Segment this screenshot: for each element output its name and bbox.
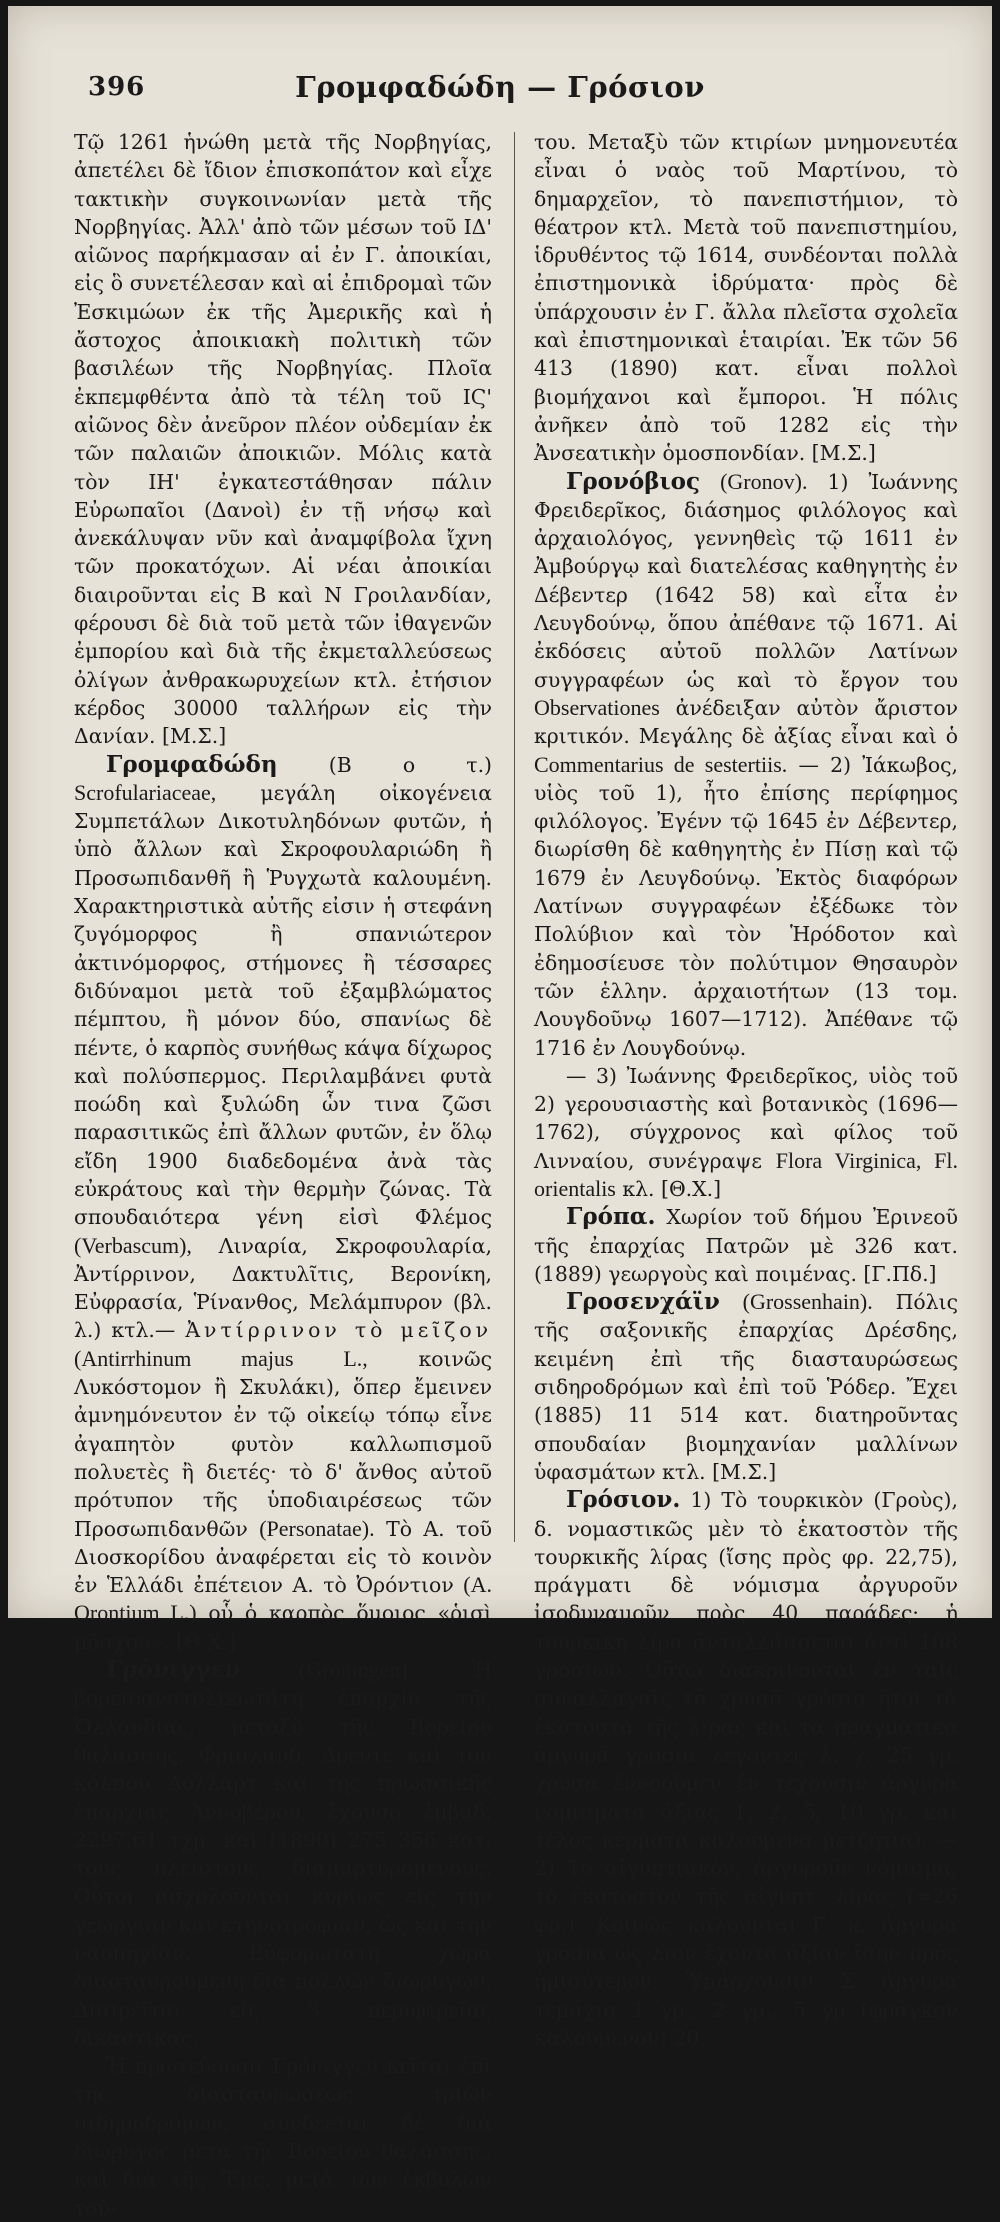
entry-gropa — [534, 1203, 958, 1288]
entry-term: Γρονόβιος — [566, 467, 701, 495]
latin-name: Scrofulariaceae, — [74, 779, 217, 805]
latin-name: (Groningen). — [298, 1657, 414, 1683]
entry-groningen-city: Ἡ πρωτεύουσα Γρόνιγγεν κεῖται ἐπὶ τῆς διασταυρώσεως τριῶν σιδηροδρόμων, συνδέεται δὲ διὰ διωρυγος μετὰ τῆς Βορείου θαλάσσης, καὶ διὰ τῆς Ἔμς, μετὰ τῶν ἐκβολῶν τοῦ- — [74, 2054, 492, 2220]
continued-paragraph: του. Μεταξὺ τῶν κτιρίων μνημονευτέα εἶναι ὁ ναὸς τοῦ Μαρτίνου, τὸ δημαρχεῖον, τὸ πανεπιστήμιον, τὸ θέατρον κτλ. Μετὰ τοῦ πανεπιστημίου, ἱδρυθέντος τῷ 1614, συνδέονται πολλὰ ἐπιστημονικὰ ἱδρύματα· πρὸς δὲ ὑπάρχουσιν ἐν Γ. ἄλλα πλεῖστα σχολεῖα καὶ ἐπιστημονικαὶ ἑταιρίαι. Ἐκ τῶν 56 413 (1890) κατ. εἶναι πολλοὶ βιομήχανοι καὶ ἔμποροι. Ἡ πόλις ἀνῆκεν ἀπὸ τοῦ 1282 εἰς τὴν Ἀνσεατικὴν ὁμοσπονδίαν. [Μ.Σ.] — [534, 130, 958, 466]
entry-text: 1) Τὸ τουρκικὸν (Γροὺς), δ. νομαστικῶς μὲν τὸ ἑκατοστὸν τῆς τουρκικῆς λίρας (ἴσης πρὸς φρ. 22,75), πράγματι δὲ νόμισμα ἀργυροῦν ἰσοδυναμοῦν πρὸς 40 παράδες· ἡ τουρκικὴ λίρα ἀνταλλάσσεται ἀντὶ 108 γροσίων. Οὕτω διακρίνονται ἐν ταῖς συναλλαγαῖς τὰ χρυσᾶ γρόσια ἤτοι τὰ ἑκατοστὰ τῆς λίρας καὶ τὰ πραγματικὰ ἀργυρᾶ γρόσια λέγοντες λ. χ. 25 γρ. χρυσᾶ ἐννοοῦμεν ἐν τέχουσιν ἀργυρᾶ νομίσματα ἀξίας 1, 2, 5, 10 γρ. καὶ τέλος κέρματα καλούμενα μετζήτια). — 2) Τὸ αἰγυπτιακὸν, ἀργυροῦν νόμισμα, τὸ ἑκατοστὸν τῆς αἰγυπτ. λίρας (=26 φρ.). Κοινῶς καλοῦνται Γ. κ. ἀργυρᾶ γρόσια ὡς λιον ἔχοντα ἀξίαν ἴσην πρὸς ἡμισύτερον. Ὑπάρχουσιν Σ ἀργυρᾶ τεμάχια 1 γρ., 2 γρ., 5 γρ (φράγκον καλούμενον) 20. — [534, 1488, 958, 2050]
latin-name: (Verbascum), — [74, 1232, 192, 1258]
entry-text: Χωρίον τοῦ δήμου Ἐρινεοῦ τῆς ἐπαρχίας Πατρῶν μὲ 326 κατ. (1889) γεωργοὺς καὶ ποιμένας. [Γ.Πδ.] — [534, 1205, 958, 1286]
entry-text: — 2) Ἰάκωβος, υἱὸς τοῦ 1), ἦτο ἐπίσης περίφημος φιλόλογος. Ἐγένν τῷ 1645 ἐν Δέβεντερ, διωρίσθη δὲ καθηγητὴς ἐν Πίσῃ καὶ τῷ 1679 ἐν Λευγδούνῳ. Ἐκτὸς διαφόρων Λατίνων συγγραφέων ἐξέδωκε τὸν Πολύβιον καὶ τὸν Ἡρόδοτον καὶ ἐδημοσίευσε τὸν πολύτιμον Θησαυρὸν τῶν ἑλλην. ἀρχαιοτήτων (13 τομ. Λουγδοῦνῳ 1607—1712). Ἀπέθανε τῷ 1716 ἐν Λουγδούνῳ. — [534, 752, 959, 1060]
entry-gromfadodi — [74, 751, 492, 1657]
latin-name: (Personatae). — [259, 1515, 375, 1541]
running-head: Γρομφαδώδη — Γρόσιον — [295, 70, 705, 104]
entry-abbreviation: (Β ο τ.) — [328, 752, 493, 777]
entry-grosion — [534, 1486, 958, 2052]
latin-name: (Gronov). — [720, 468, 808, 494]
entry-term: Γρόπα. — [566, 1203, 656, 1231]
book-page — [8, 6, 992, 2220]
left-column — [74, 128, 492, 2222]
entry-term: Γρομφαδώδη — [106, 750, 278, 778]
latin-name: (Antirrhinum majus L., — [74, 1345, 368, 1371]
entry-text: οὗ ὁ καρπὸς ὅμοιος «ῥισὶ μόσχου». [Θ.Χ.] — [74, 1601, 492, 1654]
entry-groningen — [74, 1656, 492, 2052]
entry-text: — 3) Ἰωάννης Φρειδερῖκος, υἱὸς τοῦ 2) γερουσιαστὴς καὶ βοτανικὸς (1696—1762), σύγχρονος καὶ φίλος τοῦ Λινναίου, συνέγραψε — [534, 1063, 958, 1173]
entry-gronovios — [534, 468, 958, 1062]
entry-text: Ἡ βορειοανατολικωτάτη ἐπαρχία τῆς Ὁλλανδίας, μεταξὺ τῆς Βορείου θαλάσσης, Φρισλανδ, Δρέντε καὶ τοῦ κόλπου Δόλλαρτ καὶ τῆς πρωσσικῆς ἐπαρχίας Ἀννοβέρου, ἔχουσα ἐμβαδ. 2297,61 τχμ. καὶ (1890) 275 356 κατ. τοὺς πλείστους διαμαρτυρομένους. Οὗτοι ἀσχολοῦνται κυρίως εἰς τὴν γεωργίαν καὶ κτηνοτροφίαν, ὡς καὶ τὴν ναυπηγίαν. Εὐφορωτάτη χώρα διασταυρουμένη διὰ πολλῶν διωρύγων. Διαιρεῖται εἰς 3 περιφερείας δικαστικάς. — [74, 1658, 493, 2050]
entry-text: Πόλις τῆς σαξονικῆς ἐπαρχίας Δρέσδης, κειμένη ἐπὶ τῆς διασταυρώσεως σιδηροδρόμων καὶ ἐπὶ τοῦ Ῥόδερ. Ἔχει (1885) 11 514 κατ. διατηροῦντας σπουδαίαν βιομηχανίαν μαλλίνων ὑφασμάτων κτλ. [Μ.Σ.] — [534, 1290, 959, 1484]
entry-grossenhain — [534, 1288, 958, 1486]
continued-paragraph: Τῷ 1261 ἡνώθη μετὰ τῆς Νορβηγίας, ἀπετέλει δὲ ἴδιον ἐπισκοπάτον καὶ εἶχε τακτικὴν συγκοινωνίαν μετὰ τῆς Νορβηγίας. Ἀλλ' ἀπὸ τῶν μέσων τοῦ ΙΔ' αἰῶνος παρήκμασαν αἱ ἐν Γ. ἀποικίαι, εἰς ὃ συνετέλεσαν καὶ αἱ ἐπιδρομαὶ τῶν Ἐσκιμώων ἐκ τῆς Ἀμερικῆς καὶ ἡ ἄστοχος ἀποικιακὴ πολιτικὴ τῶν βασιλέων τῆς Νορβηγίας. Πλοῖα ἐκπεμφθέντα ἀπὸ τὰ τέλη τοῦ ΙϚ' αἰῶνος δὲν ἀνεῦρον πλέον οὐδεμίαν ἐκ τῶν παλαιῶν ἀποικιῶν. Μόλις κατὰ τὸν ΙΗ' ἐγκατεστάθησαν πάλιν Εὐρωπαῖοι (Δανοὶ) ἐν τῇ νήσῳ καὶ ἀνεκάλυψαν νῦν καὶ ἀναμφίβολα ἴχνη τῶν προκατόχων. Αἱ νέαι ἀποικίαι διαιροῦνται εἰς Β καὶ Ν Γροιλανδίαν, φέρουσι δὲ διὰ τοῦ μετὰ τῶν ἰθαγενῶν ἐμπορίου καὶ διὰ τῆς ἐκμεταλλεύσεως ὀλίγων ἀνθρακωρυχείων κτλ. ἐτήσιον κέρδος 30000 ταλλήρων εἰς τὴν Δανίαν. [Μ.Σ.] — [74, 130, 492, 749]
latin-name: (Grossenhain). — [742, 1289, 873, 1315]
entry-text: κοινῶς Λυκόστομον ἢ Σκυλάκι), ὅπερ ἔμεινεν ἀμνημόνευτον ἐν τῷ οἰκείῳ τόπῳ εἶνε ἀγαπητὸν φυτὸν καλλωπισμοῦ πολυετὲς ἢ διετές· τὸ δ' ἄνθος αὐτοῦ πρότυπον τῆς ὑποδιαιρέσεως τῶν Προσωπιδανθῶν — [74, 1346, 492, 1541]
right-column — [534, 128, 958, 2052]
latin-name: (A. Orontium L.) — [74, 1572, 493, 1626]
page-header — [8, 68, 992, 108]
spaced-subterm: Ἀντίρρινον τὸ μεῖζον — [185, 1318, 492, 1343]
entry-term: Γροσενχάϊν — [566, 1288, 720, 1316]
entry-text: ἀνέδειξαν αὐτὸν ἄριστον κριτικόν. Μεγάλης δὲ ἀξίας εἶναι καὶ ὁ — [534, 695, 958, 749]
entry-text: 1) Ἰωάννης Φρειδερῖκος, διάσημος φιλόλογος καὶ ἀρχαιολόγος, γεννηθεὶς τῷ 1611 ἐν Ἀμβούργῳ καὶ διατελέσας καθηγητὴς ἐν Δέβεντερ (1642 58) καὶ εἶτα ἐν Λευγδούνῳ, ὅπου ἀπέθανε τῷ 1671. Αἱ ἐκδόσεις αὐτοῦ πολλῶν Λατίνων συγγραφέων ὡς καὶ τὸ ἔργον του — [534, 469, 958, 692]
latin-name: Observationes — [534, 694, 660, 720]
entry-term: Γρόνιγγεν — [106, 1656, 241, 1684]
entry-text: Τὸ Α. τοῦ Διοσκορίδου ἀναφέρεται εἰς τὸ κοινὸν ἐν Ἑλλάδι ἐπέτειον Α. τὸ Ὀρόντιον — [74, 1516, 493, 1598]
page-number: 396 — [88, 72, 146, 102]
entry-gronovios-3 — [534, 1062, 958, 1203]
entry-term: Γρόσιον. — [566, 1486, 681, 1514]
entry-text: κλ. [Θ.Χ.] — [622, 1176, 722, 1201]
latin-name: Commentarius de sestertiis. — [534, 751, 788, 777]
latin-name: Flora Virginica, Fl. orientalis — [534, 1147, 959, 1201]
entry-text: Λιναρία, Σκροφουλαρία, Ἀντίρρινον, Δακτυλῖτις, Βερονίκη, Εὐφρασία, Ῥίνανθος, Μελάμπυρον (βλ. λ.) κτλ.— — [74, 1233, 493, 1343]
column-divider — [514, 132, 515, 1542]
entry-text: μεγάλη οἰκογένεια Συμπετάλων Δικοτυληδόνων φυτῶν, ἡ ὑπὸ ἄλλων καὶ Σκροφουλαριώδη ἢ Προσωπιδανθῆ ἢ Ῥυγχωτὰ καλουμένη. Χαρακτηριστικὰ αὐτῆς εἰσιν ἡ στεφάνη ζυγόμορφος ἢ σπανιώτερον ἀκτινόμορφος, στήμονες ἢ τέσσαρες διδύναμοι μετὰ τοῦ ἐξαμβλώματος πέμπτου, ἢ μόνον δύο, σπανίως δὲ πέντε, ὁ καρπὸς συνήθως κάψα δίχωρος καὶ πολύσπερμος. Περιλαμβάνει φυτὰ ποώδη καὶ ξυλώδη ὧν τινα ζῶσι παρασιτικῶς ἐπὶ ἄλλων φυτῶν, ἐν ὅλῳ εἴδη 1900 διαδεδομένα ἀνὰ τὰς εὐκράτους καὶ τὴν θερμὴν ζώνας. Τὰ σπουδαιότερα γένη εἰσὶ Φλέμος — [74, 780, 492, 1230]
